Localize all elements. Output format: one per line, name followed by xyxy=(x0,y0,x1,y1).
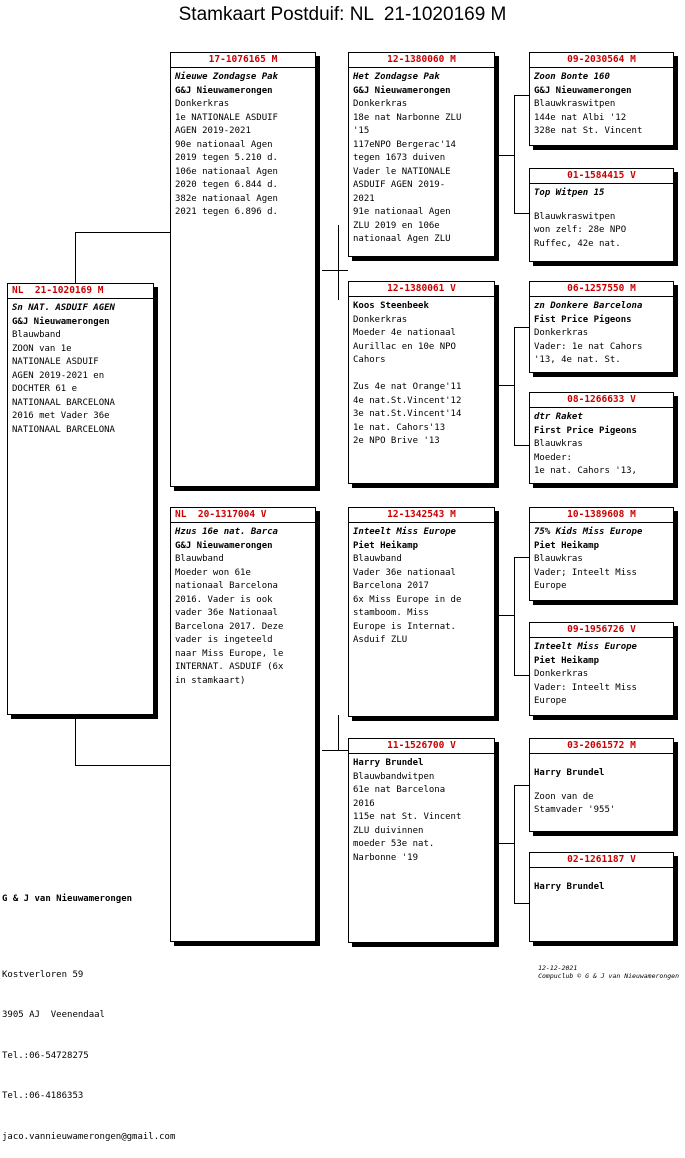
pigeon-card-mff[interactable] xyxy=(529,507,674,601)
pigeon-card-mm[interactable] xyxy=(348,738,495,943)
connector-line xyxy=(75,232,171,233)
pigeon-name: 75% Kids Miss Europe xyxy=(534,527,643,537)
pigeon-info: Moeder: 1e nat. Cahors '13, xyxy=(534,452,637,476)
loft-name: G&J Nieuwamerongen xyxy=(353,85,451,96)
loft-name: First Price Pigeons xyxy=(534,425,637,436)
pigeon-info: ZOON van 1e NATIONALE ASDUIF AGEN 2019-2021 en DOCHTER 61 e NATIONAAL BARCELONA 2016 met Vader 36e NATIONAAL BARCELONA xyxy=(12,343,115,435)
loft-name: Piet Heikamp xyxy=(353,540,419,551)
pigeon-card-mmf[interactable] xyxy=(529,738,674,832)
pigeon-card-father[interactable] xyxy=(170,52,316,487)
connector-line xyxy=(514,903,529,904)
ring-number: 01-1584415 V xyxy=(530,169,673,184)
footer-date: 12-12-2021 xyxy=(538,964,578,972)
connector-line xyxy=(514,785,529,786)
connector-line xyxy=(75,232,76,285)
pigeon-color: Donkerkras xyxy=(353,314,408,325)
owner-email[interactable]: jaco.vannieuwamerongen@gmail.com xyxy=(2,1131,176,1142)
connector-line xyxy=(499,385,514,386)
pigeon-name: Het Zondagse Pak xyxy=(353,72,440,82)
loft-name: G&J Nieuwamerongen xyxy=(175,85,273,96)
ring-number: 12-1342543 M xyxy=(349,508,494,523)
pigeon-name: Sn NAT. ASDUIF AGEN xyxy=(12,303,115,313)
pigeon-info: Moeder won 61e nationaal Barcelona 2016. Vader is ook vader 36e Nationaal Barcelona 2017. Deze vader is ingeteeld naar Miss Europe, le INTERNAT. ASDUIF (6x in stamkaart) xyxy=(175,567,284,686)
connector-line xyxy=(322,750,348,751)
ring-number: 02-1261187 V xyxy=(530,853,673,868)
pigeon-name: Inteelt Miss Europe xyxy=(353,527,456,537)
pigeon-name: Hzus 16e nat. Barca xyxy=(175,527,278,537)
pigeon-info: Zoon van de Stamvader '955' xyxy=(534,791,616,815)
loft-name: Harry Brundel xyxy=(534,882,605,892)
pigeon-info: Vader: 1e nat Cahors '13, 4e nat. St. xyxy=(534,341,643,365)
connector-line xyxy=(499,615,514,616)
connector-line xyxy=(514,327,515,445)
pigeon-color: Donkerkras xyxy=(175,99,230,109)
loft-name: Piet Heikamp xyxy=(534,540,600,551)
connector-line xyxy=(514,327,529,328)
connector-line xyxy=(514,95,529,96)
connector-line xyxy=(514,213,529,214)
loft-name: G&J Nieuwamerongen xyxy=(175,540,273,551)
connector-line xyxy=(75,713,76,765)
ring-number: 08-1266633 V xyxy=(530,393,673,408)
footer xyxy=(520,956,679,980)
connector-line xyxy=(322,270,348,271)
pigeon-name: zn Donkere Barcelona xyxy=(534,301,643,311)
footer-credit: Compuclub © G & J van Nieuwamerongen xyxy=(538,972,679,980)
ring-number: 10-1389608 M xyxy=(530,508,673,523)
pigeon-color: Blauwkraswitpen xyxy=(534,99,616,109)
pigeon-info: 61e nat Barcelona 2016 115e nat St. Vincent ZLU duivinnen moeder 53e nat. Narbonne '19 xyxy=(353,785,462,863)
connector-line xyxy=(514,557,529,558)
pigeon-info: Moeder 4e nationaal Aurillac en 10e NPO Cahors Zus 4e nat Orange'11 4e nat.St.Vincent'12 3e nat.St.Vincent'14 1e nat. Cahors'13 2e NPO Brive '13 xyxy=(353,328,462,446)
connector-line xyxy=(514,95,515,213)
pigeon-info: 144e nat Albi '12 328e nat St. Vincent xyxy=(534,112,643,136)
loft-name: Koos Steenbeek xyxy=(353,301,429,311)
pigeon-card-ffm[interactable] xyxy=(529,168,674,262)
connector-line xyxy=(514,675,529,676)
pigeon-color: Donkerkras xyxy=(534,669,589,679)
loft-name: G&J Nieuwamerongen xyxy=(534,85,632,96)
pigeon-info: Vader: Inteelt Miss Europe xyxy=(534,682,637,706)
pigeon-color: Blauwbandwitpen xyxy=(353,771,435,782)
ring-number: 03-2061572 M xyxy=(530,739,673,754)
loft-name: Harry Brundel xyxy=(534,768,605,778)
pigeon-info: Vader 36e nationaal Barcelona 2017 6x Miss Europe in de stamboom. Miss Europe is Internat. Asduif ZLU xyxy=(353,567,462,645)
connector-line xyxy=(338,715,339,750)
loft-name: Harry Brundel xyxy=(353,758,424,768)
connector-line xyxy=(338,225,339,300)
pigeon-card-mother[interactable] xyxy=(170,507,316,942)
connector-line xyxy=(75,765,171,766)
pigeon-card-fmm[interactable] xyxy=(529,392,674,484)
pigeon-card-main[interactable] xyxy=(7,283,154,715)
pigeon-name: Zoon Bonte 160 xyxy=(534,72,610,82)
pigeon-info: Blauwkraswitpen won zelf: 28e NPO Ruffec, 42e nat. xyxy=(534,211,627,249)
page-title: Stamkaart Postduif: NL 21-1020169 M xyxy=(178,4,507,25)
pigeon-card-ff[interactable] xyxy=(348,52,495,257)
ring-number: 09-1956726 V xyxy=(530,623,673,638)
connector-line xyxy=(514,557,515,675)
owner-address: Kostverloren 59 xyxy=(2,969,84,980)
owner-block xyxy=(2,866,175,1158)
connector-line xyxy=(514,445,529,446)
loft-name: Fist Price Pigeons xyxy=(534,314,632,325)
ring-number: NL 21-1020169 M xyxy=(8,284,153,299)
pigeon-color: Blauwkras xyxy=(534,554,583,564)
pigeon-color: Blauwband xyxy=(12,330,61,340)
ring-number: 11-1526700 V xyxy=(349,739,494,754)
pigeon-name: Nieuwe Zondagse Pak xyxy=(175,72,278,82)
pigeon-card-mfm[interactable] xyxy=(529,622,674,716)
pigeon-card-fm[interactable] xyxy=(348,281,495,484)
ring-number: NL 20-1317004 V xyxy=(171,508,315,523)
ring-number: 17-1076165 M xyxy=(171,53,315,68)
ring-number: 06-1257550 M xyxy=(530,282,673,297)
pigeon-name: Inteelt Miss Europe xyxy=(534,642,637,652)
ring-number: 12-1380060 M xyxy=(349,53,494,68)
pigeon-name: dtr Raket xyxy=(534,412,583,422)
loft-name: Piet Heikamp xyxy=(534,655,600,666)
owner-tel1: Tel.:06-54728275 xyxy=(2,1050,89,1061)
ring-number: 09-2030564 M xyxy=(530,53,673,68)
connector-line xyxy=(499,155,514,156)
pigeon-card-fff[interactable] xyxy=(529,52,674,146)
connector-line xyxy=(514,785,515,903)
pigeon-color: Blauwband xyxy=(175,554,224,564)
pigeon-info: Vader; Inteelt Miss Europe xyxy=(534,567,637,591)
ring-number: 12-1380061 V xyxy=(349,282,494,297)
owner-city: 3905 AJ Veenendaal xyxy=(2,1010,105,1020)
pigeon-info: 1e NATIONALE ASDUIF AGEN 2019-2021 90e nationaal Agen 2019 tegen 5.210 d. 106e nationaal Agen 2020 tegen 6.844 d. 382e nationaal Agen 2021 tegen 6.896 d. xyxy=(175,112,278,217)
pigeon-color: Donkerkras xyxy=(353,99,408,109)
connector-line xyxy=(499,843,514,844)
pigeon-color: Blauwkras xyxy=(534,439,583,449)
pigeon-card-mf[interactable] xyxy=(348,507,495,717)
pigeon-info: 18e nat Narbonne ZLU '15 117eNPO Bergerac'14 tegen 1673 duiven Vader le NATIONALE ASDUIF AGEN 2019- 2021 91e nationaal Agen ZLU 2019 en 106e nationaal Agen ZLU xyxy=(353,112,462,244)
pigeon-name: Top Witpen 15 xyxy=(534,188,605,198)
pigeon-card-fmf[interactable] xyxy=(529,281,674,373)
pigeon-card-mmm[interactable] xyxy=(529,852,674,942)
loft-name: G&J Nieuwamerongen xyxy=(12,316,110,327)
pigeon-color: Blauwband xyxy=(353,554,402,564)
pigeon-color: Donkerkras xyxy=(534,328,589,338)
owner-tel2: Tel.:06-4186353 xyxy=(2,1091,84,1101)
owner-name: G & J van Nieuwamerongen xyxy=(2,894,133,904)
